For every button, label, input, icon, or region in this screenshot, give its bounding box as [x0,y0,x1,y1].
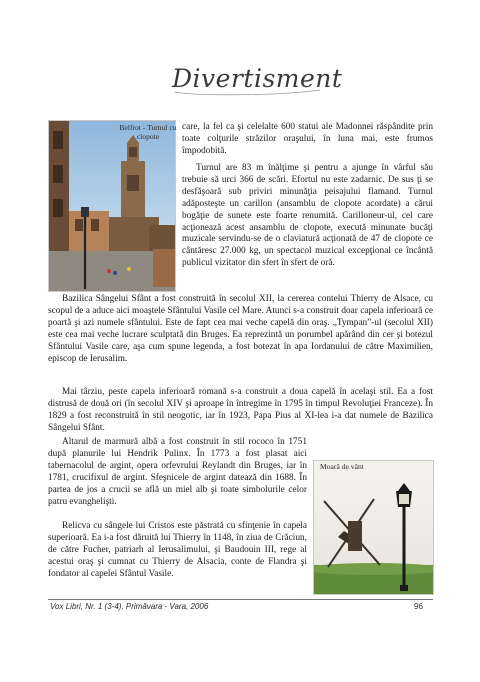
windmill-caption: Moară de vânt [320,462,364,471]
windmill-photo [313,460,434,595]
paragraph-3: Bazilica Sângelui Sfânt a fost construită în secolul XII, la cererea contelui Thierry de Alsace, cu scopul de a aduce aici moaştele Sfântului Vasile cel Mare. Atunci s-a construit doar capela inferioară ce poartă şi azi numele sfântului. Este de fapt cea mai veche capelă din oraş. „Tympan”-ul (secolul XII) este cea mai veche lucrare sculptată din Bruges. Ea reprezintă un porumbel apărând din cer şi botezul Sfântului Vasile care, aşa cum spune legenda, a fost botezat în apa Iordanului de către Maximilien, episcop de Ierusalim. [48,294,433,364]
section-header [172,64,343,98]
footer-divider [48,599,433,600]
windmill-illustration [314,461,433,594]
paragraph-1: care, la fel ca şi celelalte 600 statui ale Madonnei răspândite prin toate colţurile străzilor oraşului, în luna mai, este frumos împodobită. [182,122,433,156]
page-number: 96 [414,602,423,611]
paragraph-5: Altarul de marmură albă a fost construit în stil rococo în 1751 după planurile lui Hendrik Pulinx. În 1773 a fost plasat aici tabernacolul de argint, opera orfevrului Reylandt din Bruges, iar în 1781, crucifixul de argint. Sfeşnicele de argint datează din 1688. În partea de jos a crucii se află un miel alb şi toate simbolurile celor patru evanghelişti. [48,437,307,507]
header-flourish-icon [168,62,343,102]
belfry-caption: Belfrot - Turnul cu clopote [119,123,177,141]
belfry-photo [48,120,176,292]
paragraph-2: Turnul are 83 m înălţime şi pentru a ajunge în vârful său trebuie să urci 366 de scări. Efortul nu este zadarnic. De sus ţi se desfăşoară sub priviri minunăţia peisajului flamand. Turnul adăposteşte un carillon (ansamblu de clopote acordate) a cărui bogăţie de sunete este foarte renumită. Carilloneur-ul, cel care acţionează acest ansamblu de clopote, execută minunate bucăţi muzicale servindu-se de o claviatură acţionată de 47 de clopote ce cântăresc 27.000 kg, un spectacol muzical excepţional ce încântă publicul vizitator din sfert în sfert de oră. [182,163,433,269]
belfry-illustration [49,121,175,291]
paragraph-6: Relicva cu sângele lui Cristos este păstrată cu sfinţenie în capela superioară. Ea i-a fost dăruită lui Thierry în 1148, în ziua de Crăciun, de către Fucher, patriarh al Ierusalimului, şi Baudouin III, rege al acestui oraş şi cumnat cu Thierry de Alsacia, conte de Flandra şi fondator al capelei Sfântul Vasile. [48,521,307,579]
paragraph-4: Mai târziu, peste capela inferioară romană s-a construit a doua capelă în acelaşi stil. Ea a fost distrusă de două ori (în secolul XIV şi aproape în întregime în 1795 în timpul Revoluţiei Franceze). În 1829 a fost reconstruită în stil neogotic, iar în 1923, Papa Pius al XI-lea i-a dat numele de Bazilica Sângelui Sfânt. [48,387,433,433]
section-title: Divertisment [172,64,343,93]
footer-citation: Vox Libri, Nr. 1 (3-4), Primăvara - Vara, 2006 [50,602,209,611]
